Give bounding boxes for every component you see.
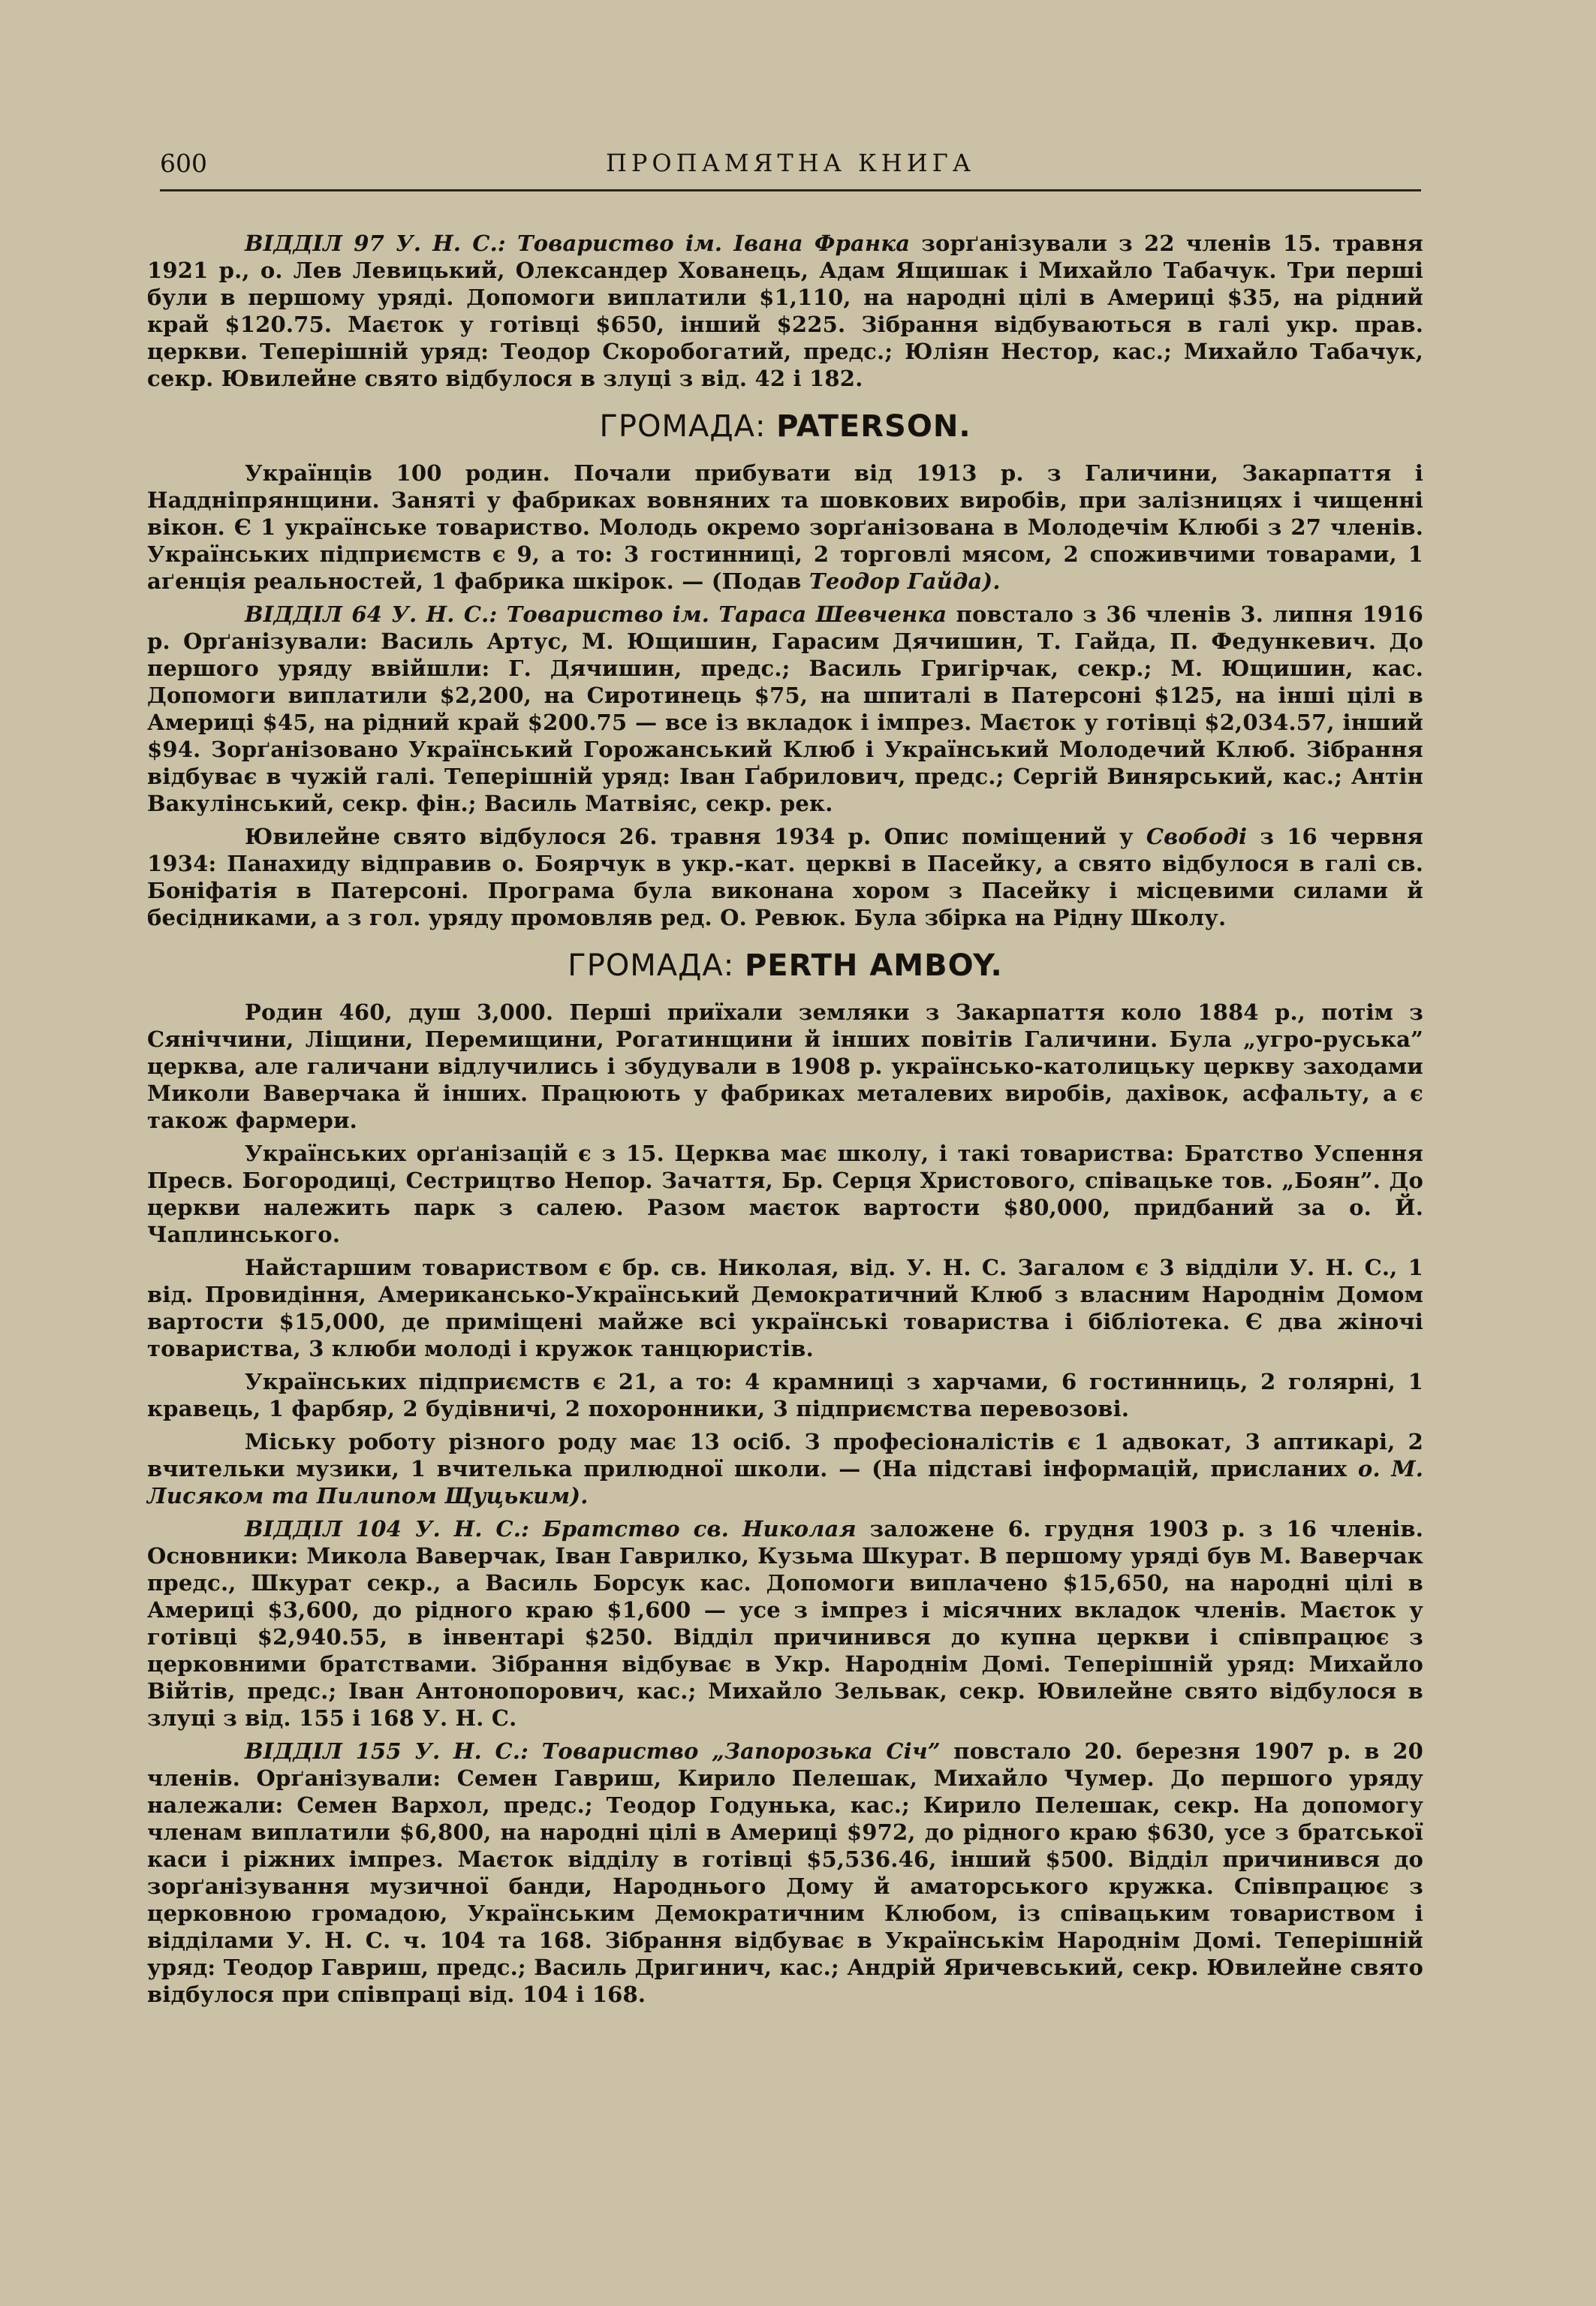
paragraph-text: Українських орґанізацій є з 15. Церква має школу, і такі товариства: Братство Успення Пресв. Богородиці, Сестрицтво Непор. Зачаття, Бр. Серця Христового, співацьке тов. „Боян”. До церкви належить парк з салею. Разом маєток вартости $80,000, придбаний за о. Й. Чаплинського.	[147, 1141, 1423, 1247]
paragraph-text: повстало з 36 членів 3. липня 1916 р. Орґанізували: Василь Артус, М. Ющишин, Гарасим Дячишин, Т. Гайда, П. Федункевич. До першого уряду ввійшли: Г. Дячишин, предс.; Василь Григірчак, секр.; М. Ющишин, кас. Допомоги виплатили $2,200, на Сиротинець $75, на шпиталі в Патерсоні $125, на інші цілі в Америці $45, на рідний край $200.75 — все із вкладок і імпрез. Маєток у готівці $2,034.57, інший $94. Зорґанізовано Український Горожанський Клюб і Український Молодечий Клюб. Зібрання відбуває в чужій галі. Теперішній уряд: Іван Ґабрилович, предс.; Сергій Винярський, кас.; Антін Вакулінський, секр. фін.; Василь Матвіяс, секр. рек.	[147, 601, 1423, 816]
paragraph-branch-104	[147, 1515, 1423, 1732]
paragraph-text: Українців 100 родин. Почали прибувати від 1913 р. з Галичини, Закарпаття і Наддніпрянщини. Заняті у фабриках вовняних та шовкових виробів, при залізницях і чищенні вікон. Є 1 українське товариство. Молодь окремо зорґанізована в Молодечім Клюбі з 27 членів. Українських підприємств є 9, а то: 3 гостинниці, 2 торговлі мясом, 2 споживчими товарами, 1 аґенція реальностей, 1 фабрика шкірок. — (Подав	[147, 460, 1423, 594]
paragraph-branch-155	[147, 1738, 1423, 2008]
paragraph-text: Родин 460, душ 3,000. Перші приїхали земляки з Закарпаття коло 1884 р., потім з Сяніччини, Ліщини, Перемищини, Рогатинщини й інших повітів Галичини. Була „угро-руська” церква, але галичани відлучились і збудували в 1908 р. українсько-католицьку церкву заходами Миколи Ваверчака й інших. Працюють у фабриках металевих виробів, дахівок, асфальту, а є також фармери.	[147, 999, 1423, 1133]
paragraph-text-2: з 16 червня 1934: Панахиду відправив о. Боярчук в укр.-кат. церкві в Пасейку, а свято відбулося в галі св. Боніфатія в Патерсоні. Програма була виконана хором з Пасейку і місцевими силами й бесідниками, а з гол. уряду промовляв ред. О. Ревюк. Була збірка на Рідну Школу.	[147, 824, 1423, 930]
paragraph-organizations	[147, 1140, 1423, 1248]
paragraph-text: Міську роботу різного роду має 13 осіб. З професіоналістів є 1 адвокат, 3 аптикарі, 2 вчительки музики, 1 вчителька прилюдної школи. — (На підставі інформацій, присланих	[147, 1429, 1423, 1482]
paragraph-intro: ВІДДІЛ 104 У. Н. С.: Братство св. Николая	[245, 1516, 857, 1542]
paragraph-text: Ювилейне свято відбулося 26. травня 1934 р. Опис поміщений у	[245, 824, 1146, 849]
running-head: ПРОПАМЯТНА КНИГА	[605, 149, 976, 177]
paragraph-paterson-overview	[147, 460, 1423, 595]
page-number: 600	[160, 149, 207, 178]
paragraph-text: повстало 20. березня 1907 р. в 20 членів. Орґанізували: Семен Гавриш, Кирило Пелешак, Михайло Чумер. До першого уряду належали: Семен Вархол, предс.; Теодор Годунька, кас.; Кирило Пелешак, секр. На допомогу членам виплатили $6,800, на народні цілі в Америці $972, до рідного краю $630, усе з братської каси і ріжних імпрез. Маєток відділу в готівці $5,536.46, інший $500. Відділ причинився до зорґанізування музичної банди, Народнього Дому й аматорського кружка. Співпрацює з церковною громадою, Українським Демократичним Клюбом, із співацьким товариством і відділами У. Н. С. ч. 104 та 168. Зібрання відбуває в Українськім Народнім Домі. Теперішній уряд: Теодор Гавриш, предс.; Василь Дригинич, кас.; Андрій Яричевський, секр. Ювилейне свято відбулося при співпраці від. 104 і 168.	[147, 1738, 1423, 2007]
paragraph-oldest-society	[147, 1254, 1423, 1362]
paragraph-perth-amboy-overview	[147, 999, 1423, 1134]
paragraph-enterprises	[147, 1368, 1423, 1422]
community-heading-paterson	[147, 408, 1423, 445]
paragraph-outro: Теодор Гайда).	[809, 568, 1001, 594]
paragraph-text: Найстаршим товариством є бр. св. Николая, від. У. Н. С. Загалом є 3 відділи У. Н. С., 1 від. Провидіння, Американсько-Український Демократичний Клюб з власним Народнім Домом вартости $15,000, де приміщені майже всі українські товариства і бібліотека. Є два жіночі товариства, 3 клюби молоді і кружок танцюристів.	[147, 1255, 1423, 1361]
paragraph-intro: ВІДДІЛ 155 У. Н. С.: Товариство „Запорозька Січ”	[245, 1738, 941, 1764]
paragraph-jubilee-paterson	[147, 823, 1423, 931]
paragraph-intro: ВІДДІЛ 97 У. Н. С.: Товариство ім. Івана Франка	[245, 231, 911, 256]
page-header	[160, 149, 1421, 191]
heading-city: PERTH AMBOY.	[744, 948, 1003, 983]
paragraph-professionals	[147, 1428, 1423, 1509]
paragraph-outro: о. М. Лисяком та Пилипом Щуцьким).	[147, 1456, 1424, 1509]
paragraph-text: зорґанізували з 22 членів 15. травня 1921 р., о. Лев Левицький, Олександер Хованець, Адам Ящишак і Михайло Табачук. Три перші були в першому уряді. Допомоги виплатили $1,110, на народні цілі в Америці $35, на рідний край $120.75. Маєток у готівці $650, інший $225. Зібрання відбуваються в галі укр. прав. церкви. Теперішній уряд: Теодор Скоробогатий, предс.; Юліян Нестор, кас.; Михайло Табачук, секр. Ювилейне свято відбулося в злуці з від. 42 і 182.	[147, 231, 1423, 391]
paragraph-text: Українських підприємств є 21, а то: 4 крамниці з харчами, 6 гостинниць, 2 голярні, 1 кравець, 1 фарбяр, 2 будівничі, 2 похоронники, 3 підприємства перевозові.	[147, 1369, 1423, 1421]
community-heading-perth-amboy	[147, 948, 1423, 984]
paragraph-intro: ВІДДІЛ 64 У. Н. С.: Товариство ім. Тараса Шевченка	[245, 601, 947, 627]
heading-prefix: ГРОМАДА:	[599, 409, 777, 444]
heading-city: PATERSON.	[776, 409, 971, 444]
paragraph-branch-97	[147, 230, 1423, 392]
page-content	[147, 230, 1423, 2014]
paragraph-text: заложене 6. грудня 1903 р. з 16 членів. Основники: Микола Ваверчак, Іван Гаврилко, Кузьма Шкурат. В першому уряді був М. Ваверчак предс., Шкурат секр., а Василь Борсук кас. Допомоги виплачено $15,650, на народні цілі в Америці $3,600, до рідного краю $1,600 — усе з імпрез і місячних вкладок членів. Маєток у готівці $2,940.55, в інвентарі $250. Відділ причинився до купна церкви і співпрацює з церковними братствами. Зібрання відбуває в Укр. Народнім Домі. Теперішній уряд: Михайло Війтів, предс.; Іван Антонопорович, кас.; Михайло Зельвак, секр. Ювилейне свято відбулося в злуці з від. 155 і 168 У. Н. С.	[147, 1516, 1423, 1731]
heading-prefix: ГРОМАДА:	[568, 948, 745, 983]
paragraph-branch-64	[147, 601, 1423, 817]
paragraph-mid: Свободі	[1146, 824, 1248, 849]
